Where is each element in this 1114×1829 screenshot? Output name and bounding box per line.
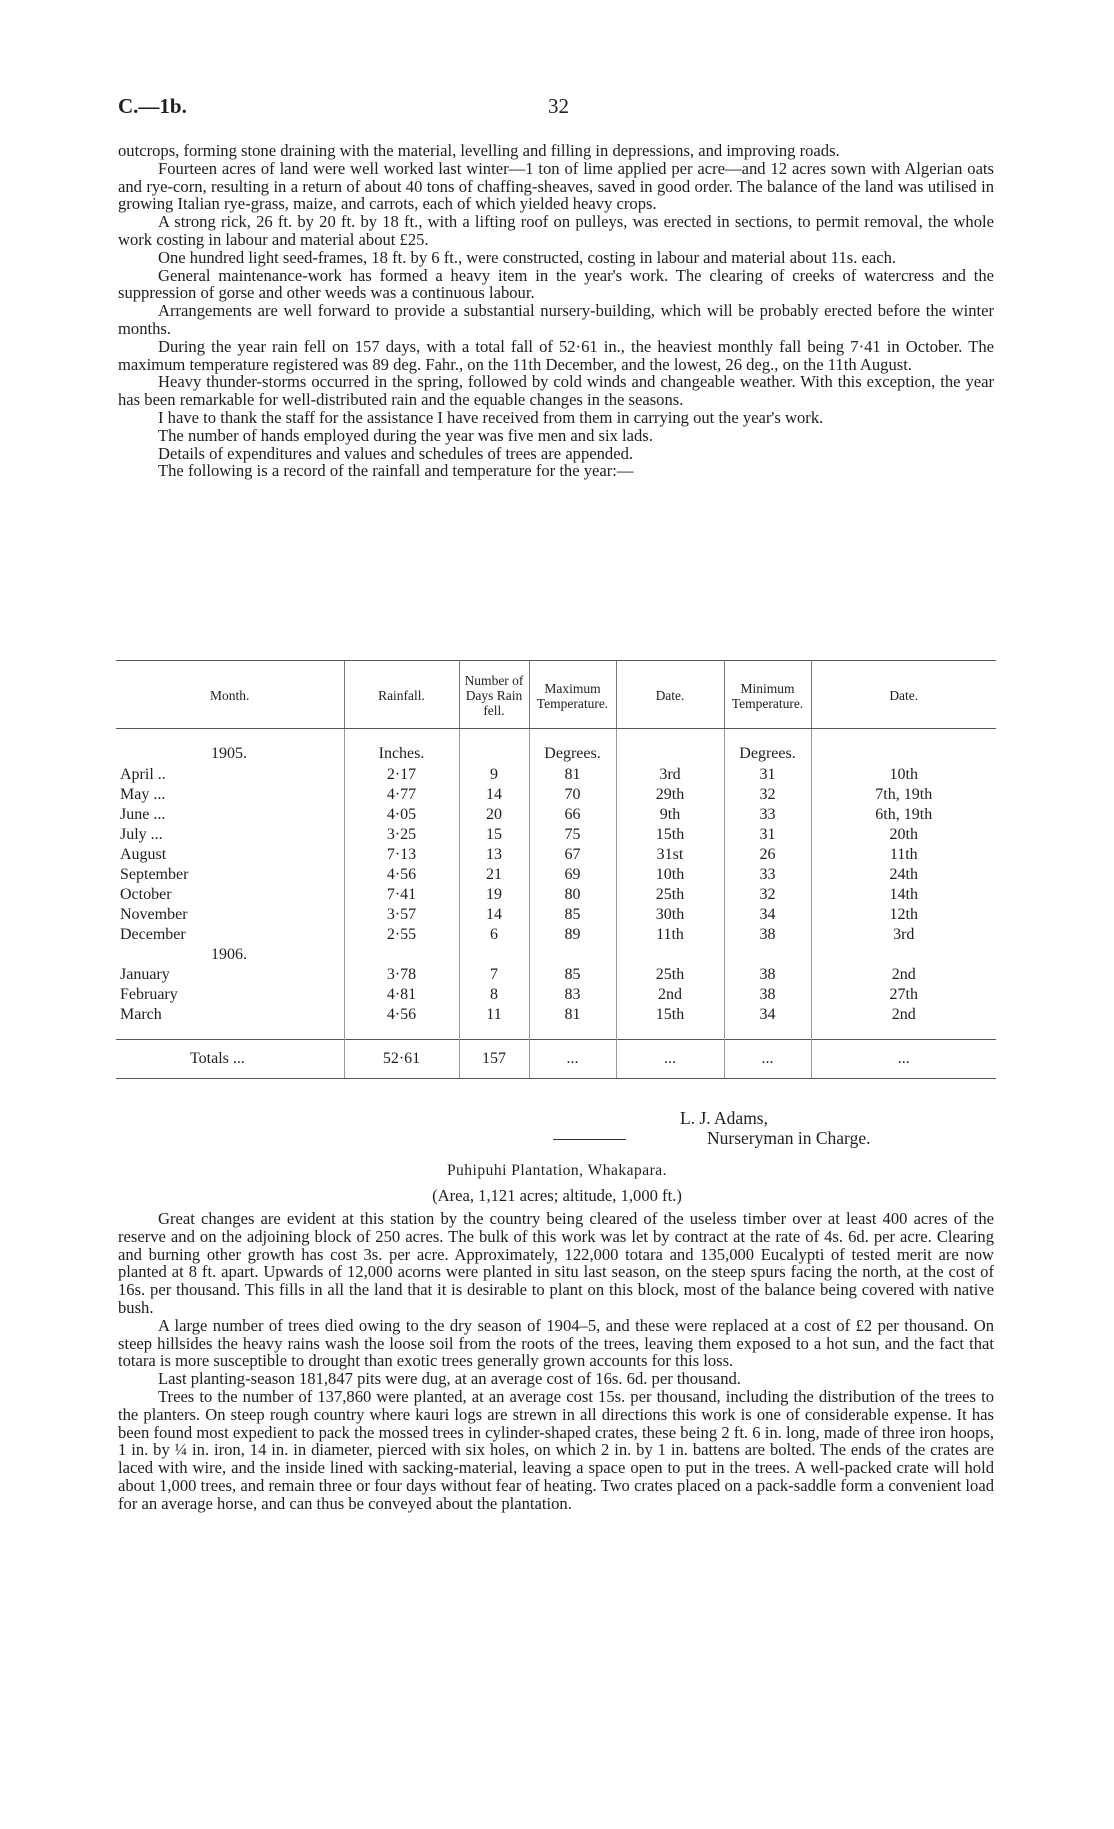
month-cell: January [120,966,170,983]
max-date-cell: 9th [616,805,724,825]
paragraph: outcrops, forming stone draining with the material, levelling and filling in depressions, and improving roads. [118,141,840,160]
totals-max-date-cell: ... [616,1040,724,1079]
max-date-cell: 29th [616,785,724,805]
min-temp-cell: 34 [724,905,811,925]
max-temp-cell: 80 [529,885,616,905]
min-date-cell: 10th [811,765,996,785]
min-temp-cell: 38 [724,985,811,1005]
header-days-rain: Number of Days Rain fell. [459,661,529,729]
max-date-cell: 31st [616,845,724,865]
max-temp-cell: 81 [529,765,616,785]
paragraph: Last planting-season 181,847 pits were dug, at an average cost of 16s. 6d. per thousand. [158,1369,741,1389]
min-temp-cell: 33 [724,865,811,885]
max-date-cell: 15th [616,825,724,845]
units-min-temp: Degrees. [724,743,811,765]
table-row [116,925,996,945]
totals-row [116,1040,996,1079]
max-date-cell: 25th [616,885,724,905]
month-cell: December [120,926,186,943]
month-cell: March [120,1006,162,1023]
totals-rainfall-cell: 52·61 [344,1040,459,1079]
page-header [118,94,996,124]
max-temp-cell: 85 [529,905,616,925]
rainfall-cell: 3·57 [344,905,459,925]
units-rainfall: Inches. [344,743,459,765]
table-row [116,805,996,825]
rainfall-temperature-table [116,660,996,1079]
month-cell: May ... [120,786,166,803]
max-temp-cell: 75 [529,825,616,845]
table-header-row [116,661,996,729]
paragraph: Fourteen acres of land were well worked last winter—1 ton of lime applied per acre—and 12 acres sown with Algerian oats and rye-corn, resulting in a return of about 40 tons of chaffing-sheaves, saved in good order. The balance of the land was utilised in growing Italian rye-grass, maize, and carrots, each of which yielded heavy crops. [118,158,994,214]
paragraph: I have to thank the staff for the assistance I have received from them in carrying out the year's work. [158,407,824,427]
days-cell: 8 [459,985,529,1005]
paragraph: Details of expenditures and values and schedules of trees are appended. [158,443,634,463]
signature-rule [553,1139,626,1140]
totals-max-temp-cell: ... [529,1040,616,1079]
paragraph: Arrangements are well forward to provide a substantial nursery-building, which will be probably erected before the winter months. [118,301,994,338]
min-date-cell: 3rd [811,925,996,945]
min-temp-cell: 34 [724,1005,811,1025]
max-temp-cell: 66 [529,805,616,825]
min-date-cell: 12th [811,905,996,925]
year-row [116,945,996,965]
paragraph: Heavy thunder-storms occurred in the spring, followed by cold winds and changeable weather. With this exception, the year has been remarkable for well-distributed rain and the equable changes in the seasons. [118,372,994,410]
month-cell: February [120,986,178,1003]
rainfall-cell: 4·77 [344,785,459,805]
month-cell: August [120,846,167,863]
min-date-cell: 2nd [811,1005,996,1025]
header-min-temp: Minimum Temperature. [724,661,811,729]
series-code: C.—1b. [118,94,187,118]
max-temp-cell: 89 [529,925,616,945]
month-cell: November [120,906,188,923]
table-row [116,885,996,905]
days-cell: 11 [459,1005,529,1025]
max-temp-cell: 67 [529,845,616,865]
max-date-cell: 3rd [616,765,724,785]
max-date-cell: 10th [616,865,724,885]
rainfall-cell: 4·56 [344,865,459,885]
max-date-cell: 25th [616,965,724,985]
table-row [116,1005,996,1025]
section-title: Puhipuhi Plantation, Whakapara. [446,1162,668,1179]
paragraph: Great changes are evident at this station by the country being cleared of the useless timber over at least 400 acres of the reserve and on the adjoining block of 250 acres. The bulk of this work was let by contract at the rate of 4s. 6d. per acre. Clearing and burning other growth has cost 3s. per acre. Approximately, 122,000 totara and 135,000 Eucalypti of tested merit are now planted at 8 ft. apart. Upwards of 12,000 acorns were planted in situ last season, on the steep spurs facing the north, at the cost of 16s. per thousand. This fills in all the land that it is desirable to plant on this block, most of the balance being covered with native bush. [118,1209,994,1317]
table-row [116,905,996,925]
min-temp-cell: 32 [724,885,811,905]
days-cell: 6 [459,925,529,945]
year-label: 1905. [211,745,247,762]
min-date-cell: 6th, 19th [811,805,996,825]
header-max-date: Date. [616,661,724,729]
rainfall-cell: 2·17 [344,765,459,785]
table-row [116,865,996,885]
table-row [116,825,996,845]
paragraph: During the year rain fell on 157 days, with a total fall of 52·61 in., the heaviest monthly fall being 7·41 in October. The maximum temperature registered was 89 deg. Fahr., on the 11th December, and the lowest, 26 deg., on the 11th August. [118,336,994,374]
month-cell: June ... [120,806,166,823]
paragraph: Trees to the number of 137,860 were planted, at an average cost 15s. per thousand, including the distribution of the trees to the planters. On steep rough country where kauri logs are strewn in all directions this work is one of considerable expense. It has been found most expedient to pack the mossed trees in cylinder-shaped crates, these being 2 ft. 6 in. long, made of three iron hoops, 1 in. by ¼ in. iron, 14 in. in diameter, pierced with six holes, on which 2 in. by 1 in. battens are bolted. The ends of the crates are laced with wire, and the inside lined with sacking-material, leaving a space open to put in the trees. A well-packed crate will hold about 1,000 trees, and remain three or four days without fear of heating. Two crates placed on a pack-saddle form a convenient load for an average horse, and can thus be conveyed about the plantation. [118,1386,994,1513]
max-date-cell: 15th [616,1005,724,1025]
paragraph: A strong rick, 26 ft. by 20 ft. by 18 ft., with a lifting roof on pulleys, was erected in sections, to permit removal, the whole work costing in labour and material about £25. [118,212,994,249]
report-text-section-2 [118,1210,994,1513]
max-temp-cell: 70 [529,785,616,805]
header-min-date: Date. [811,661,996,729]
min-date-cell: 11th [811,845,996,865]
rainfall-cell: 3·25 [344,825,459,845]
max-temp-cell: 81 [529,1005,616,1025]
days-cell: 15 [459,825,529,845]
paragraph: General maintenance-work has formed a heavy item in the year's work. The clearing of creeks of watercress and the suppression of gorse and other weeds was a continuous labour. [118,265,994,303]
days-cell: 9 [459,765,529,785]
min-temp-cell: 38 [724,965,811,985]
max-temp-cell: 83 [529,985,616,1005]
rainfall-cell: 4·05 [344,805,459,825]
days-cell: 21 [459,865,529,885]
days-cell: 14 [459,785,529,805]
max-temp-cell: 85 [529,965,616,985]
table-row [116,985,996,1005]
min-temp-cell: 31 [724,765,811,785]
table-row [116,785,996,805]
min-date-cell: 24th [811,865,996,885]
rainfall-cell: 7·41 [344,885,459,905]
header-rainfall: Rainfall. [344,661,459,729]
totals-min-date-cell: ... [811,1040,996,1079]
totals-label: Totals ... [116,1040,344,1079]
signature-name: L. J. Adams, [680,1108,768,1128]
header-month: Month. [116,661,344,729]
max-date-cell: 11th [616,925,724,945]
days-cell: 20 [459,805,529,825]
min-temp-cell: 31 [724,825,811,845]
paragraph: The number of hands employed during the year was five men and six lads. [158,425,653,445]
min-date-cell: 14th [811,885,996,905]
month-cell: October [120,886,172,903]
rainfall-cell: 3·78 [344,965,459,985]
days-cell: 19 [459,885,529,905]
min-temp-cell: 26 [724,845,811,865]
paragraph: One hundred light seed-frames, 18 ft. by 6 ft., were constructed, costing in labour and material about 11s. each. [158,247,897,267]
year-row [116,743,996,765]
min-date-cell: 7th, 19th [811,785,996,805]
report-text-section-1 [118,142,994,480]
days-cell: 7 [459,965,529,985]
max-temp-cell: 69 [529,865,616,885]
min-date-cell: 27th [811,985,996,1005]
signature-role: Nurseryman in Charge. [707,1128,871,1148]
paragraph: The following is a record of the rainfall and temperature for the year:— [158,461,634,481]
min-temp-cell: 38 [724,925,811,945]
month-cell: September [120,866,189,883]
max-date-cell: 30th [616,905,724,925]
min-date-cell: 2nd [811,965,996,985]
month-cell: April .. [120,766,166,783]
totals-days-cell: 157 [459,1040,529,1079]
table-row [116,845,996,865]
year-label: 1906. [211,946,247,963]
table-row [116,765,996,785]
max-date-cell: 2nd [616,985,724,1005]
header-max-temp: Maximum Temperature. [529,661,616,729]
section-subtitle: (Area, 1,121 acres; altitude, 1,000 ft.) [432,1186,682,1205]
days-cell: 14 [459,905,529,925]
totals-min-temp-cell: ... [724,1040,811,1079]
min-temp-cell: 33 [724,805,811,825]
rainfall-cell: 4·56 [344,1005,459,1025]
units-max-temp: Degrees. [529,743,616,765]
month-cell: July ... [120,826,163,843]
rainfall-cell: 7·13 [344,845,459,865]
rainfall-cell: 2·55 [344,925,459,945]
min-date-cell: 20th [811,825,996,845]
min-temp-cell: 32 [724,785,811,805]
paragraph: A large number of trees died owing to the dry season of 1904–5, and these were replaced at a cost of £2 per thousand. On steep hillsides the heavy rains wash the loose soil from the roots of the trees, leaving them exposed to a hot sun, and the fact that totara is more susceptible to drought than exotic trees generally grown accounts for this loss. [118,1315,994,1371]
table-row [116,965,996,985]
rainfall-cell: 4·81 [344,985,459,1005]
page-number: 32 [548,94,569,118]
days-cell: 13 [459,845,529,865]
